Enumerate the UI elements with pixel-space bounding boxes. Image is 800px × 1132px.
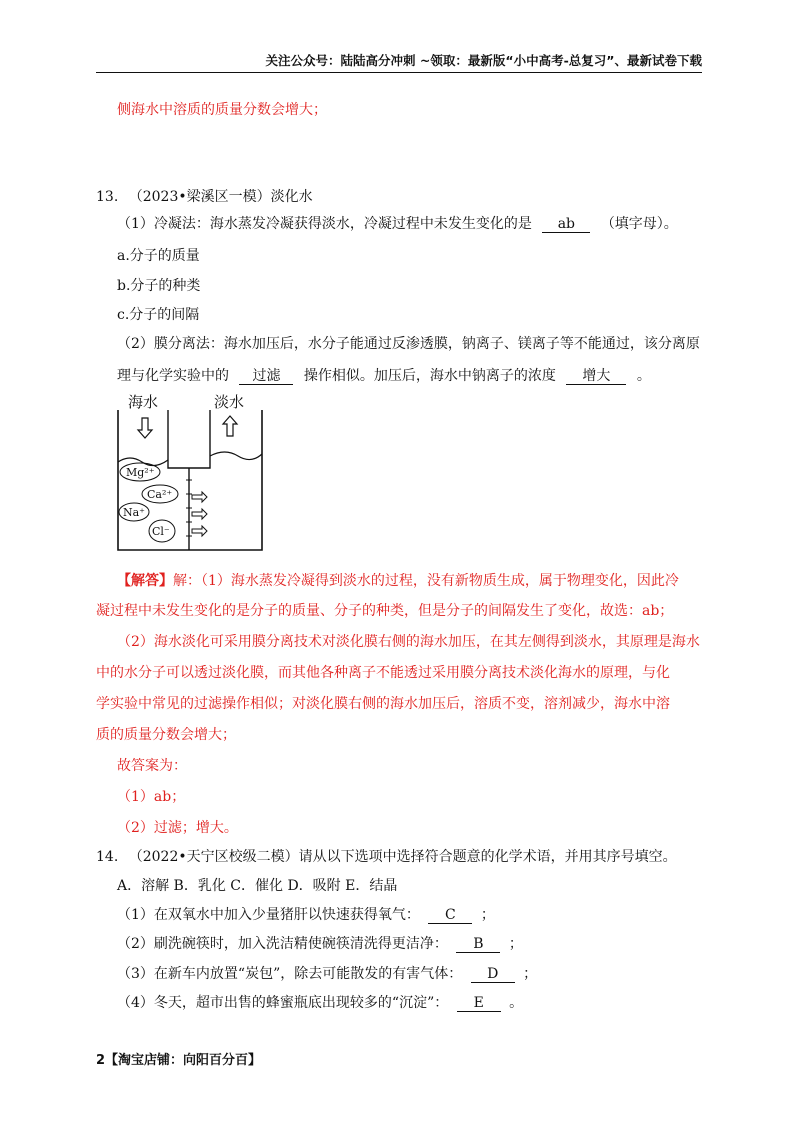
q13-source: （2023•梁溪区一模）淡化水	[128, 189, 313, 205]
analysis-line-7: 故答案为：	[117, 758, 187, 774]
q13-option-a: a.分子的质量	[117, 248, 200, 264]
page-footer: 2【淘宝店铺：向阳百分百】	[96, 1053, 262, 1068]
membrane-diagram	[110, 390, 270, 555]
analysis-line-8: （1）ab；	[117, 789, 186, 805]
q14-item-2-text: （2）刷洗碗筷时，加入洗洁精使碗筷清洗得更洁净：	[117, 936, 448, 952]
q14-choices: A．溶解 B．乳化 C．催化 D．吸附 E．结晶	[117, 878, 398, 894]
q14-item-4	[117, 994, 523, 1012]
down-arrow-icon	[138, 418, 152, 438]
header-text: 关注公众号：陆陆高分冲刺 ~领取：最新版“小中高考-总复习”、最新试卷下载	[265, 53, 702, 68]
q13-part2-line2	[117, 367, 651, 385]
label-freshwater: 淡水	[214, 393, 245, 411]
ion-cl-label: Cl⁻	[152, 525, 170, 538]
q13-part2-answer1: 过滤	[239, 368, 293, 385]
q14-item-3-text: （3）在新车内放置“炭包”，除去可能散发的有害气体：	[117, 966, 463, 982]
q14-item-4-text: （4）冬天，超市出售的蜂蜜瓶底出现较多的“沉淀”：	[117, 995, 449, 1011]
q13-part2-text-c: 。	[636, 368, 651, 384]
q13-part1	[117, 215, 678, 233]
analysis-tag: 【解答】	[117, 573, 173, 589]
q14-number: 14.	[96, 849, 119, 865]
q14-item-4-answer: E	[457, 995, 501, 1012]
analysis-line-4: 中的水分子可以透过淡化膜，而其他各种离子不能透过采用膜分离技术淡化海水的原理，与化	[96, 665, 670, 681]
flow-arrow-icon	[192, 509, 207, 519]
q14-item-2-answer: B	[456, 936, 500, 953]
q13-part1-text: （1）冷凝法：海水蒸发冷凝获得淡水，冷凝过程中未发生变化的是	[117, 216, 532, 232]
q13-part1-answer: ab	[542, 216, 590, 233]
ion-na-label: Na⁺	[123, 506, 145, 519]
q14-item-3	[117, 965, 537, 983]
q14-item-3-suffix: ；	[523, 966, 538, 982]
analysis-line-3: （2）海水淡化可采用膜分离技术对淡化膜右侧的海水加压，在其左侧得到淡水，其原理是海水	[117, 634, 700, 650]
up-arrow-icon	[223, 416, 237, 436]
previous-answer-continuation: 侧海水中溶质的质量分数会增大；	[117, 102, 327, 118]
q14-stem: （2022•天宁区校级二模）请从以下选项中选择符合题意的化学术语，并用其序号填空。	[128, 849, 677, 865]
q13-part1-suffix: （填字母）。	[600, 216, 678, 232]
q13-part2-line1: （2）膜分离法：海水加压后，水分子能通过反渗透膜，钠离子、镁离子等不能通过，该分离原	[117, 336, 700, 352]
analysis-line-6: 质的质量分数会增大；	[96, 727, 236, 743]
freshwater-surface	[210, 452, 262, 460]
q14-item-1-suffix: ；	[480, 907, 495, 923]
q13-part2-text-b: 操作相似。加压后，海水中钠离子的浓度	[303, 368, 556, 384]
inner-chamber	[168, 410, 210, 468]
q14-heading	[96, 848, 677, 866]
q13-option-b: b.分子的种类	[117, 278, 201, 294]
label-seawater: 海水	[128, 393, 159, 411]
q13-part2-answer2: 增大	[566, 368, 626, 385]
analysis-line-2: 凝过程中未发生变化的是分子的质量、分子的种类，但是分子的间隔发生了变化，故选：ab；	[96, 603, 674, 619]
analysis-text-1: 解：（1）海水蒸发冷凝得到淡水的过程，没有新物质生成，属于物理变化，因此冷	[173, 573, 679, 589]
q13-option-c: c.分子的间隔	[117, 307, 200, 323]
q14-item-3-answer: D	[471, 966, 515, 983]
q14-item-2	[117, 935, 523, 953]
q14-item-2-suffix: ；	[508, 936, 523, 952]
page-header	[96, 52, 702, 73]
analysis-line-9: （2）过滤；增大。	[117, 820, 238, 836]
analysis-line-5: 学实验中常见的过滤操作相似；对淡化膜右侧的海水加压后，溶质不变，溶剂减少，海水中溶	[96, 696, 670, 712]
q14-item-1	[117, 906, 495, 924]
seawater-surface	[118, 458, 168, 466]
ion-mg-label: Mg²⁺	[126, 466, 155, 479]
q13-heading	[96, 188, 313, 206]
flow-arrow-icon	[192, 526, 207, 536]
q14-item-4-suffix: 。	[509, 995, 524, 1011]
q13-part2-text-a: 理与化学实验中的	[117, 368, 229, 384]
analysis-line-1	[117, 572, 679, 590]
flow-arrow-icon	[192, 492, 207, 502]
q14-item-1-text: （1）在双氧水中加入少量猪肝以快速获得氧气：	[117, 907, 420, 923]
ion-ca-label: Ca²⁺	[147, 488, 173, 501]
q14-item-1-answer: C	[428, 907, 472, 924]
q13-number: 13.	[96, 189, 119, 205]
